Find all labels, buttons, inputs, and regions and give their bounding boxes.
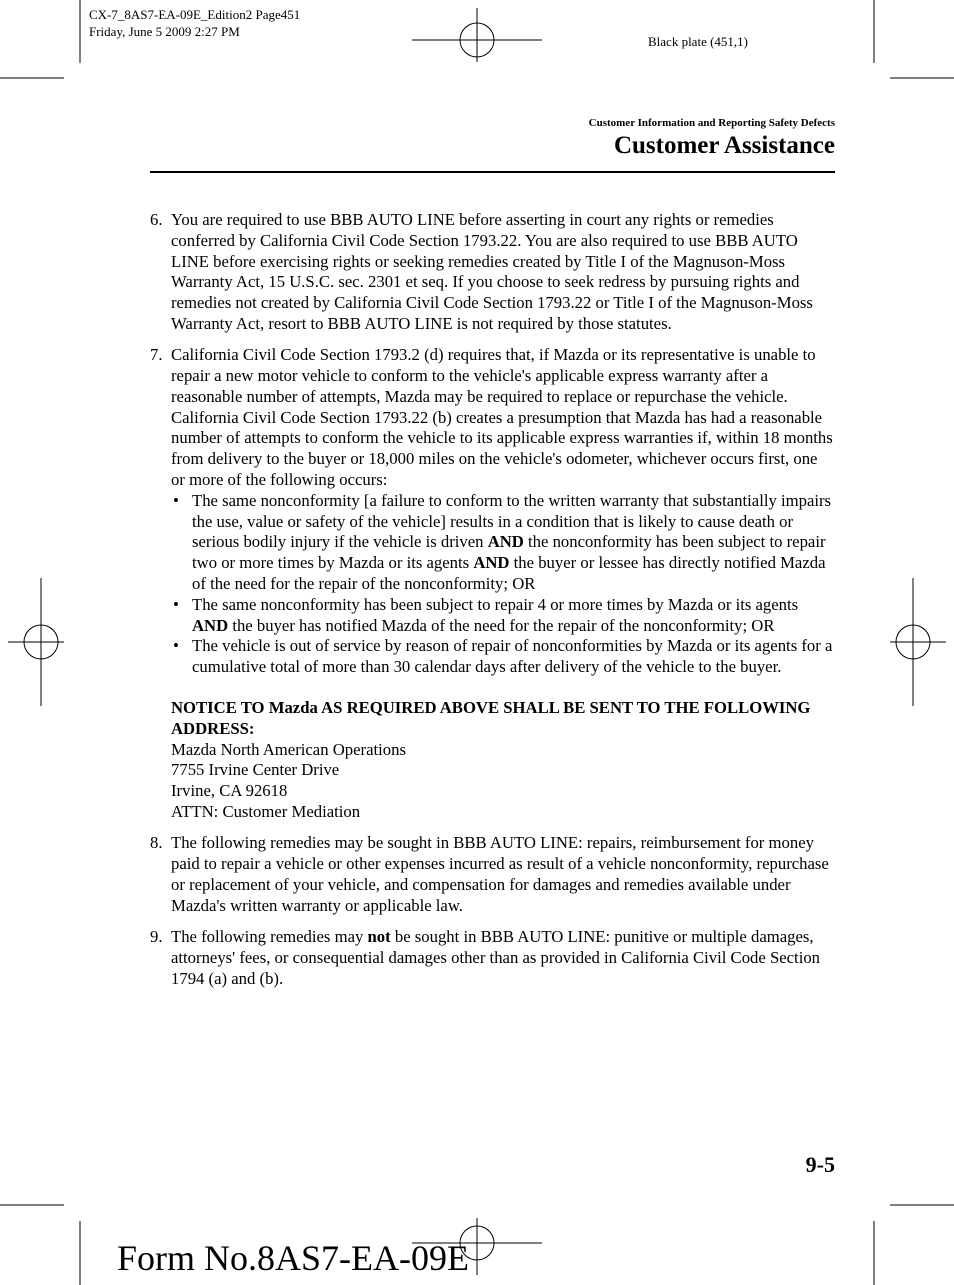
item-text: California Civil Code Section 1793.2 (d) requires that, if Mazda or its representative is unable to repair a new motor vehicle to conform to the vehicle's applicable express warranty after a reasonable number of attempts, Mazda may be required to replace or repurchase the vehicle. California Civil Code Section 1793.22 (b) creates a presumption that Mazda has had a reasonable number of attempts to conform the vehicle to its applicable express warranties if, within 18 months from delivery to the buyer or 18,000 miles on the vehicle's odometer, whichever occurs first, one or more of the following occurs: <box>171 345 833 490</box>
address-line: ATTN: Customer Mediation <box>171 802 361 822</box>
bullet-icon <box>171 491 192 595</box>
bullet-item: • The vehicle is out of service by reason of repair of nonconformities by Mazda or its agents for a cumulative total of more than 30 calendar days after delivery of the vehicle to the buyer. <box>171 636 835 678</box>
item-number: 7. <box>150 345 163 365</box>
form-number: Form No.8AS7-EA-09E <box>117 1238 469 1278</box>
bullet-icon <box>171 595 192 637</box>
plate-label: Black plate (451,1) <box>648 34 748 49</box>
bullet-item: • The same nonconformity [a failure to conform to the written warranty that substantially impairs the use, value or safety of the vehicle] results in a condition that is likely to cause death or serious bodily injury if the vehicle is driven AND the nonconformity has been subject to repair two or more times by Mazda or its agents AND the buyer or lessee has directly notified Mazda of the need for the repair of the nonconformity; OR <box>171 491 835 595</box>
item-number: 9. <box>150 927 163 946</box>
address-line: 7755 Irvine Center Drive <box>171 760 340 780</box>
item-text: The following remedies may be sought in BBB AUTO LINE: repairs, reimbursement for money paid to repair a vehicle or other expenses incurred as result of a vehicle nonconformity, repurchase or replacement of your vehicle, and compensation for damages and remedies available under Mazda's written warranty or applicable law. <box>171 833 829 915</box>
list-item-7 <box>150 345 835 678</box>
print-info-file: CX-7_8AS7-EA-09E_Edition2 Page451 <box>89 7 301 22</box>
page-title: Customer Assistance <box>613 132 835 159</box>
item-number: 8. <box>150 833 163 853</box>
page-number: 9-5 <box>805 1152 835 1177</box>
print-info <box>89 6 300 40</box>
bullet-item: • The same nonconformity has been subject to repair 4 or more times by Mazda or its agents AND the buyer has notified Mazda of the need for the repair of the nonconformity; OR <box>171 595 835 637</box>
notice-block <box>150 698 835 823</box>
registration-mark-right <box>890 578 946 706</box>
registration-mark-left <box>8 578 64 706</box>
bullet-list <box>171 491 835 678</box>
item-text: You are required to use BBB AUTO LINE before asserting in court any rights or remedies conferred by California Civil Code Section 1793.22. You are also required to use BBB AUTO LINE before exercising rights or seeking remedies created by Title I of the Magnuson-Moss Warranty Act, 15 U.S.C. sec. 2301 et seq. If you choose to seek redress by pursuing rights and remedies not created by California Civil Code Section 1793.22 or Title I of the Magnuson-Moss Warranty Act, resort to BBB AUTO LINE is not required by those statutes. <box>171 210 813 333</box>
list-item-6 <box>150 210 835 335</box>
item-number: 6. <box>150 210 163 229</box>
section-subtitle: Customer Information and Reporting Safety Defects <box>588 117 835 129</box>
header-rule <box>150 171 835 173</box>
bullet-icon <box>171 636 192 678</box>
page-body <box>150 210 835 1000</box>
item-text: The following remedies may not be sought in BBB AUTO LINE: punitive or multiple damages, attorneys' fees, or consequential damages other than as provided in California Civil Code Section 1794 (a) and (b). <box>171 927 821 988</box>
notice-heading: NOTICE TO Mazda AS REQUIRED ABOVE SHALL BE SENT TO THE FOLLOWING ADDRESS: <box>171 698 811 738</box>
list-item-9 <box>150 927 835 989</box>
print-info-date: Friday, June 5 2009 2:27 PM <box>89 24 240 39</box>
address-line: Mazda North American Operations <box>171 739 406 759</box>
address-line: Irvine, CA 92618 <box>171 781 288 801</box>
registration-mark-top <box>412 8 542 62</box>
list-item-8 <box>150 833 835 916</box>
